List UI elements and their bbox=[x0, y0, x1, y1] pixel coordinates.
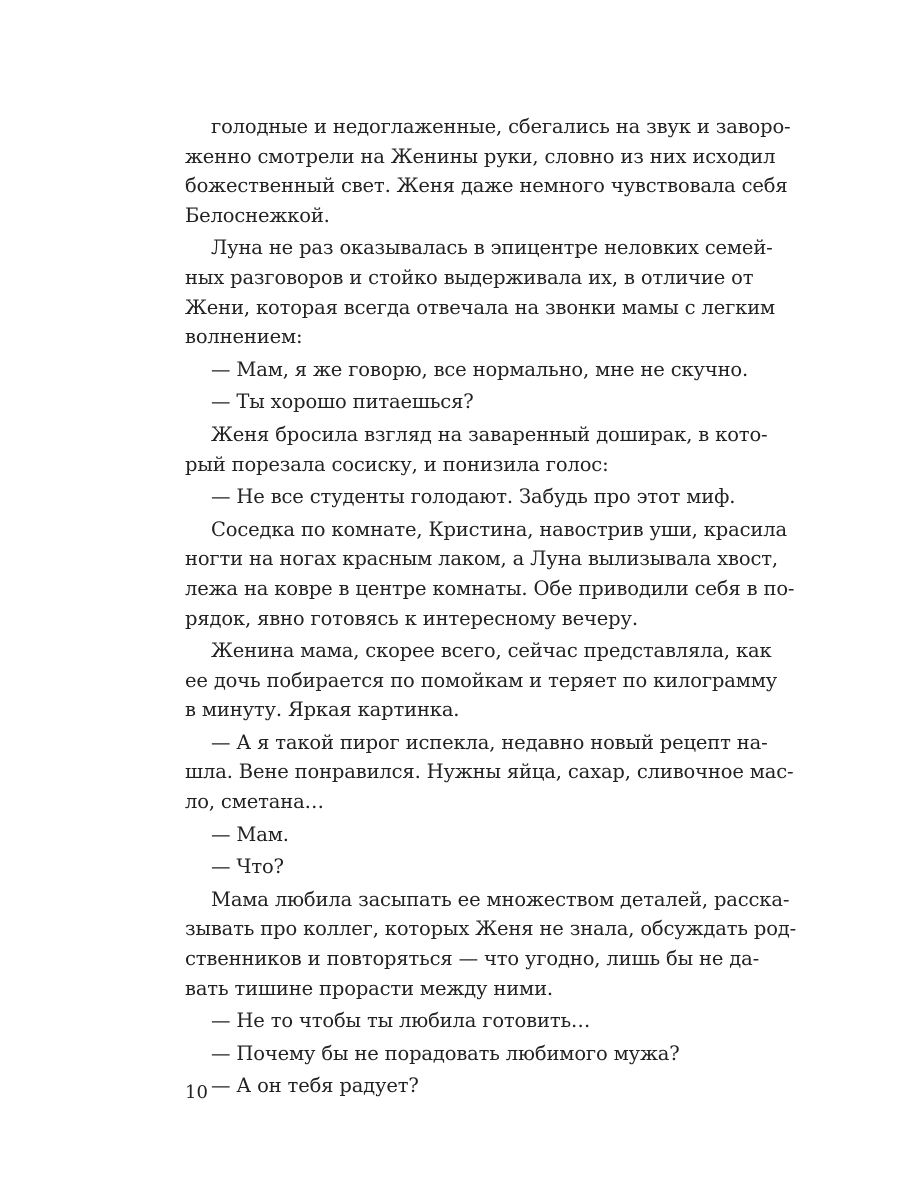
text-line: ногти на ногах красным лаком, а Луна вылизывала хвост, bbox=[185, 547, 778, 571]
text-line: Женина мама, скорее всего, сейчас представляла, как bbox=[211, 639, 772, 663]
paragraph bbox=[185, 355, 749, 385]
text-line: ных разговоров и стойко выдерживала их, в отличие от bbox=[185, 265, 754, 289]
text-line: Женя бросила взгляд на заваренный доширак, в кото- bbox=[211, 422, 768, 446]
paragraph bbox=[185, 420, 768, 479]
paragraph bbox=[185, 1039, 725, 1069]
text-line: божественный свет. Женя даже немного чувствовала себя bbox=[185, 174, 788, 198]
page-number: 10 bbox=[185, 1082, 208, 1103]
paragraph bbox=[185, 728, 794, 817]
text-line: — Не то чтобы ты любила готовить… bbox=[211, 1009, 591, 1033]
text-line: Мама любила засыпать ее множеством деталей, расска- bbox=[211, 887, 790, 911]
text-line: шла. Вене понравился. Нужны яйца, сахар, сливочное мас- bbox=[185, 760, 794, 784]
paragraph bbox=[185, 885, 797, 1003]
text-line: — Мам, я же говорю, все нормально, мне не скучно. bbox=[211, 357, 749, 381]
text-line: зывать про коллег, которых Женя не знала, обсуждать род- bbox=[185, 917, 797, 941]
paragraph bbox=[185, 1006, 725, 1036]
paragraph bbox=[185, 112, 791, 230]
paragraph bbox=[185, 1071, 725, 1101]
text-line: женно смотрели на Женины руки, словно из них исходил bbox=[185, 144, 776, 168]
text-line: — Ты хорошо питаешься? bbox=[211, 390, 474, 414]
paragraph bbox=[185, 387, 725, 417]
text-line: — А он тебя радует? bbox=[211, 1074, 419, 1098]
paragraph bbox=[185, 852, 725, 882]
text-line: в минуту. Яркая картинка. bbox=[185, 698, 460, 722]
text-line: ее дочь побирается по помойкам и теряет по килограмму bbox=[185, 668, 778, 692]
paragraph bbox=[185, 820, 725, 850]
text-line: Луна не раз оказывалась в эпицентре неловких семей- bbox=[211, 236, 773, 260]
text-line: — Не все студенты голодают. Забудь про этот миф. bbox=[211, 485, 736, 509]
text-line: вать тишине прорасти между ними. bbox=[185, 976, 553, 1000]
body-text bbox=[185, 112, 797, 1101]
text-line: ственников и повторяться — что угодно, лишь бы не да- bbox=[185, 947, 760, 971]
text-line: Соседка по комнате, Кристина, навострив уши, красила bbox=[211, 517, 787, 541]
text-line: — Почему бы не порадовать любимого мужа? bbox=[211, 1041, 680, 1065]
text-line: — Что? bbox=[211, 855, 284, 879]
paragraph bbox=[185, 515, 795, 633]
text-line: Жени, которая всегда отвечала на звонки мамы с легким bbox=[185, 295, 776, 319]
text-line: — Мам. bbox=[211, 822, 289, 846]
text-line: голодные и недоглаженные, сбегались на звук и заворо- bbox=[211, 115, 791, 138]
text-line: Белоснежкой. bbox=[185, 203, 330, 227]
paragraph bbox=[185, 233, 776, 351]
text-line: рядок, явно готовясь к интересному вечеру. bbox=[185, 606, 638, 630]
text-line: волнением: bbox=[185, 325, 303, 349]
text-line: рый порезала сосиску, и понизила голос: bbox=[185, 452, 609, 476]
paragraph bbox=[185, 482, 736, 512]
paragraph bbox=[185, 636, 778, 725]
text-line: ло, сметана… bbox=[185, 790, 324, 814]
text-line: лежа на ковре в центре комнаты. Обе приводили себя в по- bbox=[185, 576, 795, 600]
text-line: — А я такой пирог испекла, недавно новый рецепт на- bbox=[211, 730, 768, 754]
